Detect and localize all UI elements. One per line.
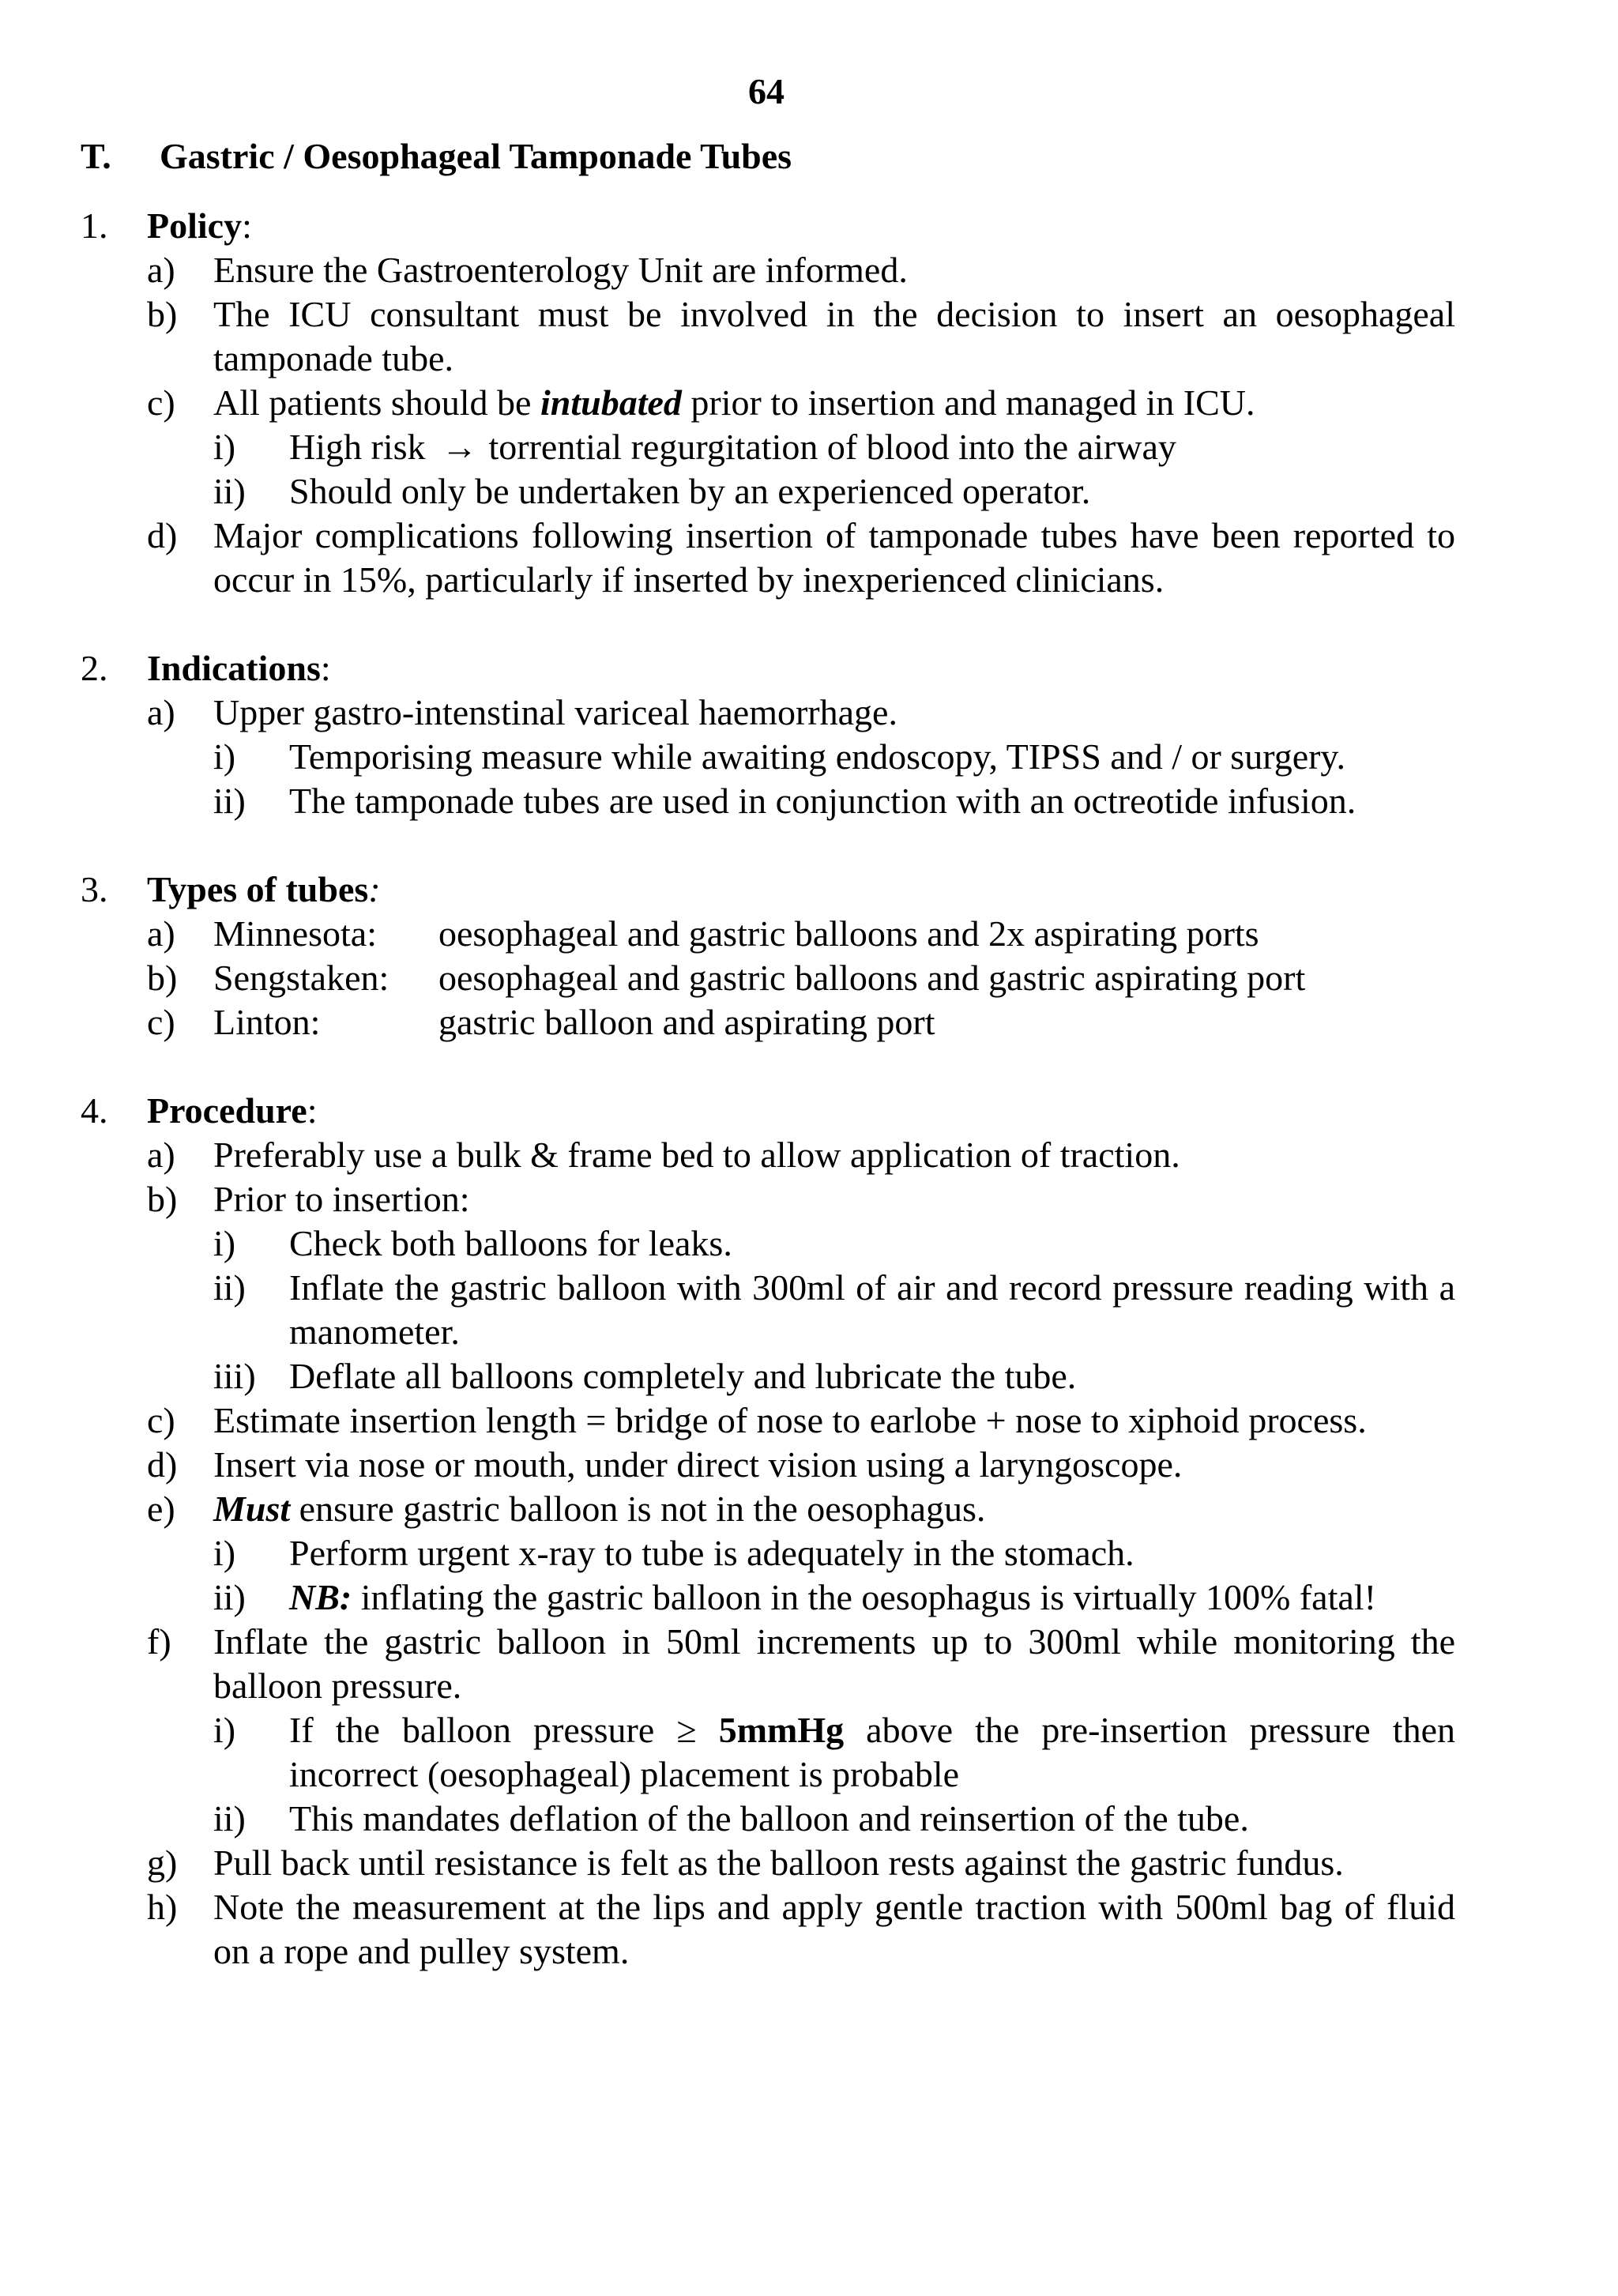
- procedure-number: 4.: [81, 1090, 108, 1131]
- list-item-text: Upper gastro-intenstinal variceal haemorrhage.: [213, 692, 897, 732]
- procedure-item-b-i: [81, 1221, 1455, 1266]
- document-content: [81, 204, 1455, 2018]
- list-marker: ii): [213, 1577, 246, 1617]
- list-marker: c): [147, 382, 175, 423]
- indications-section: [81, 646, 1455, 823]
- list-marker: i): [213, 1223, 236, 1263]
- procedure-item-d: [81, 1443, 1455, 1487]
- list-item-text: Deflate all balloons completely and lubricate the tube.: [289, 1356, 1077, 1396]
- list-marker: i): [213, 1533, 236, 1573]
- list-marker: ii): [213, 781, 246, 821]
- tube-description: gastric balloon and aspirating port: [438, 1002, 935, 1042]
- emphasis-nb: NB:: [289, 1577, 352, 1617]
- list-marker: d): [147, 515, 178, 555]
- list-item-text: Check both balloons for leaks.: [289, 1223, 732, 1263]
- list-item-text: [213, 1487, 1455, 1531]
- indications-item-a-ii: [81, 779, 1455, 823]
- list-marker: c): [147, 1002, 175, 1042]
- list-marker: ii): [213, 1267, 246, 1308]
- text-run: torrential regurgitation of blood into the airway: [488, 427, 1176, 467]
- procedure-item-f-i: [81, 1708, 1455, 1797]
- list-item-text: The tamponade tubes are used in conjunction with an octreotide infusion.: [289, 781, 1356, 821]
- list-item-text: Preferably use a bulk & frame bed to allow application of traction.: [213, 1135, 1180, 1175]
- list-marker: f): [147, 1621, 171, 1662]
- procedure-item-e-ii: [81, 1575, 1455, 1620]
- text-run: All patients should be: [213, 382, 540, 423]
- list-item-text: Prior to insertion:: [213, 1179, 470, 1219]
- list-item-text: This mandates deflation of the balloon and reinsertion of the tube.: [289, 1798, 1249, 1839]
- procedure-item-b-iii: [81, 1354, 1455, 1398]
- tube-description: oesophageal and gastric balloons and gastric aspirating port: [438, 958, 1306, 998]
- text-run: inflating the gastric balloon in the oesophagus is virtually 100% fatal!: [352, 1577, 1376, 1617]
- types-number: 3.: [81, 869, 108, 909]
- list-item-text: Major complications following insertion of tamponade tubes have been reported to occur in 15%, particularly if inserted by inexperienced clinicians.: [213, 515, 1455, 600]
- list-marker: h): [147, 1887, 178, 1927]
- list-item-text: Pull back until resistance is felt as the balloon rests against the gastric fundus.: [213, 1842, 1344, 1883]
- list-marker: i): [213, 736, 236, 777]
- indications-heading: [81, 646, 1455, 691]
- tube-name: Sengstaken:: [213, 958, 389, 998]
- emphasis-pressure: 5mmHg: [718, 1710, 845, 1750]
- procedure-colon: :: [307, 1090, 318, 1131]
- list-marker: c): [147, 1400, 175, 1440]
- emphasis-must: Must: [213, 1489, 291, 1529]
- types-section: [81, 868, 1455, 1044]
- list-item-text: Note the measurement at the lips and apply gentle traction with 500ml bag of fluid on a rope and pulley system.: [213, 1887, 1455, 1971]
- policy-label: Policy: [147, 205, 243, 246]
- policy-colon: :: [242, 205, 252, 246]
- tube-type-row: [81, 1000, 1455, 1044]
- policy-item-a: [81, 248, 1455, 292]
- list-item-text: Inflate the gastric balloon with 300ml of air and record pressure reading with a manometer.: [289, 1267, 1455, 1352]
- page-number: 64: [748, 71, 785, 111]
- tube-type-row: [81, 912, 1455, 956]
- policy-heading: [81, 204, 1455, 248]
- list-item-text: Temporising measure while awaiting endoscopy, TIPSS and / or surgery.: [289, 736, 1345, 777]
- list-item-text: Should only be undertaken by an experienced operator.: [289, 471, 1091, 511]
- list-item-text: Perform urgent x-ray to tube is adequately in the stomach.: [289, 1533, 1134, 1573]
- procedure-heading: [81, 1089, 1455, 1133]
- list-marker: b): [147, 294, 178, 334]
- list-marker: a): [147, 250, 175, 290]
- list-item-text: The ICU consultant must be involved in the decision to insert an oesophageal tamponade tube.: [213, 294, 1455, 378]
- list-marker: a): [147, 692, 175, 732]
- policy-item-c-i: [81, 425, 1455, 469]
- procedure-label: Procedure: [147, 1090, 307, 1131]
- types-label: Types of tubes: [147, 869, 369, 909]
- list-item-text: [213, 381, 1455, 425]
- section-letter: T.: [81, 136, 111, 176]
- procedure-item-c: [81, 1398, 1455, 1443]
- indications-item-a-i: [81, 735, 1455, 779]
- procedure-item-f: [81, 1620, 1455, 1708]
- list-item-text: Inflate the gastric balloon in 50ml increments up to 300ml while monitoring the balloon pressure.: [213, 1621, 1455, 1706]
- tube-type-row: [81, 956, 1455, 1000]
- policy-item-d: [81, 514, 1455, 602]
- policy-item-c: [81, 381, 1455, 425]
- policy-item-b: [81, 292, 1455, 381]
- list-marker: e): [147, 1489, 175, 1529]
- types-colon: :: [368, 869, 381, 909]
- list-item-text: Ensure the Gastroenterology Unit are informed.: [213, 250, 908, 290]
- tube-name: Linton:: [213, 1002, 321, 1042]
- procedure-item-a: [81, 1133, 1455, 1177]
- list-marker: b): [147, 958, 178, 998]
- procedure-item-e-i: [81, 1531, 1455, 1575]
- section-title-text: Gastric / Oesophageal Tamponade Tubes: [160, 136, 792, 176]
- list-marker: a): [147, 1135, 175, 1175]
- tube-name: Minnesota:: [213, 913, 377, 954]
- procedure-item-b: [81, 1177, 1455, 1221]
- list-item-text: [289, 1708, 1455, 1797]
- text-run: prior to insertion and managed in ICU.: [681, 382, 1255, 423]
- list-marker: ii): [213, 1798, 246, 1839]
- indications-colon: :: [320, 648, 331, 688]
- types-heading: [81, 868, 1455, 912]
- procedure-item-g: [81, 1841, 1455, 1885]
- right-arrow-icon: →: [441, 427, 478, 467]
- list-marker: ii): [213, 471, 246, 511]
- text-run: If the balloon pressure ≥: [289, 1710, 719, 1750]
- policy-number: 1.: [81, 205, 108, 246]
- policy-item-c-ii: [81, 469, 1455, 514]
- tube-description: oesophageal and gastric balloons and 2x aspirating ports: [438, 913, 1259, 954]
- list-marker: g): [147, 1842, 178, 1883]
- procedure-item-f-ii: [81, 1797, 1455, 1841]
- indications-number: 2.: [81, 648, 108, 688]
- procedure-section: [81, 1089, 1455, 1974]
- procedure-item-b-ii: [81, 1266, 1455, 1354]
- list-marker: i): [213, 427, 236, 467]
- emphasis-intubated: intubated: [540, 382, 682, 423]
- list-marker: i): [213, 1710, 236, 1750]
- text-run: High risk: [289, 427, 426, 467]
- text-run: ensure gastric balloon is not in the oesophagus.: [290, 1489, 986, 1529]
- list-marker: d): [147, 1444, 178, 1485]
- indications-label: Indications: [147, 648, 321, 688]
- list-item-text: [289, 425, 1455, 469]
- section-title: [81, 134, 1503, 179]
- policy-section: [81, 204, 1455, 602]
- list-marker: b): [147, 1179, 178, 1219]
- list-item-text: Insert via nose or mouth, under direct vision using a laryngoscope.: [213, 1444, 1183, 1485]
- list-marker: a): [147, 913, 175, 954]
- list-marker: iii): [213, 1356, 256, 1396]
- procedure-item-h: [81, 1885, 1455, 1974]
- list-item-text: Estimate insertion length = bridge of nose to earlobe + nose to xiphoid process.: [213, 1400, 1367, 1440]
- indications-item-a: [81, 691, 1455, 735]
- text-run: above the pre-insertion pressure then incorrect (oesophageal) placement is probable: [289, 1710, 1455, 1794]
- list-item-text: [289, 1575, 1455, 1620]
- procedure-item-e: [81, 1487, 1455, 1531]
